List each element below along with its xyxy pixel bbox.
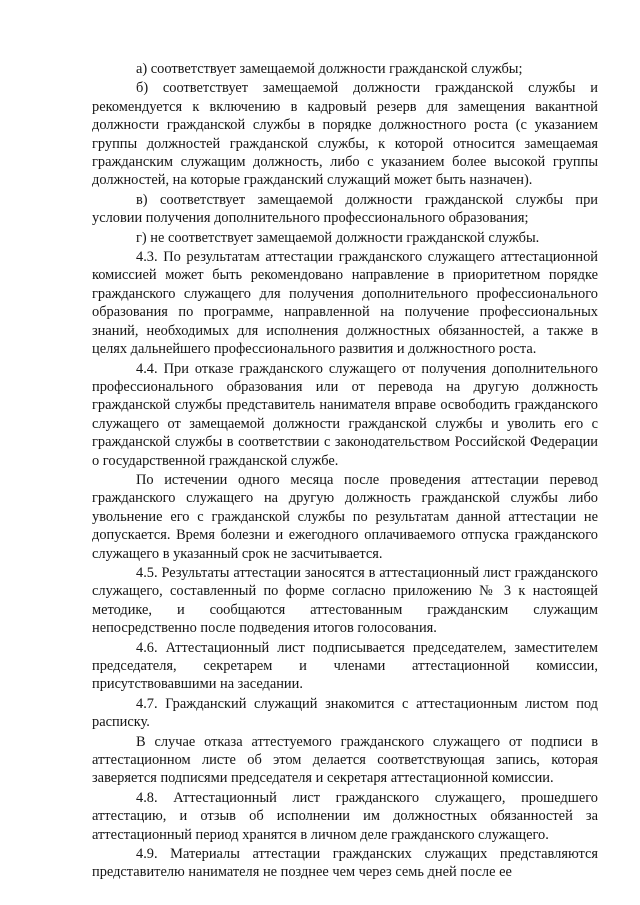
document-page: [92, 60, 598, 883]
paragraph-clause-4-4: 4.4. При отказе гражданского служащего от получения дополнительного профессионального образования или от перевода на другую должность гражданской службы представитель нанимателя вправе освободить гражданского служащего от замещаемой должности гражданской службы и уволить его с гражданской службы в соответствии с законодательством Российской Федерации о государственной гражданской службе.: [92, 360, 598, 469]
paragraph-item-a: а) соответствует замещаемой должности гражданской службы;: [136, 61, 523, 77]
paragraph-clause-4-7: 4.7. Гражданский служащий знакомится с аттестационным листом под расписку.: [92, 695, 598, 731]
paragraph-item-b: б) соответствует замещаемой должности гражданской службы и рекомендуется к включению в кадровый резерв для замещения вакантной должности гражданской службы в порядке должностного роста (с указанием группы должностей гражданской службы, к которой относится замещаемая гражданским служащим должность, либо с указанием более высокой группы должностей, на которые гражданский служащий может быть назначен).: [92, 80, 598, 189]
paragraph-clause-4-8: 4.8. Аттестационный лист гражданского служащего, прошедшего аттестацию, и отзыв об исполнении им должностных обязанностей за аттестационный период хранятся в личном деле гражданского служащего.: [92, 789, 598, 843]
paragraph-clause-4-5: 4.5. Результаты аттестации заносятся в аттестационный лист гражданского служащего, составленный по форме согласно приложению № 3 к настоящей методике, и сообщаются аттестованным гражданским служащим непосредственно после подведения итогов голосования.: [92, 564, 598, 637]
paragraph-clause-4-7-continued: В случае отказа аттестуемого гражданского служащего от подписи в аттестационном листе об этом делается соответствующая запись, которая заверяется подписями председателя и секретаря аттестационной комиссии.: [92, 733, 598, 787]
paragraph-clause-4-6: 4.6. Аттестационный лист подписывается председателем, заместителем председателя, секретарем и членами аттестационной комиссии, присутствовавшими на заседании.: [92, 639, 598, 693]
paragraph-clause-4-3: 4.3. По результатам аттестации гражданского служащего аттестационной комиссией может быть рекомендовано направление в приоритетном порядке гражданского служащего для получения дополнительного профессионального образования по программе, направленной на получение профессиональных знаний, необходимых для исполнения должностных обязанностей, а также в целях дальнейшего профессионального развития и должностного роста.: [92, 249, 598, 358]
paragraph-item-g: г) не соответствует замещаемой должности гражданской службы.: [136, 229, 540, 246]
paragraph-item-v: в) соответствует замещаемой должности гражданской службы при условии получения дополнительного профессионального образования;: [92, 191, 598, 227]
paragraph-clause-4-9: 4.9. Материалы аттестации гражданских служащих представляются представителю нанимателя не позднее чем через семь дней после ее: [92, 846, 598, 881]
paragraph-clause-4-4-continued: По истечении одного месяца после проведения аттестации перевод гражданского служащего на другую должность гражданской службы либо увольнение его с гражданской службы по результатам данной аттестации не допускается. Время болезни и ежегодного оплачиваемого отпуска гражданского служащего в указанный срок не засчитывается.: [92, 471, 598, 562]
